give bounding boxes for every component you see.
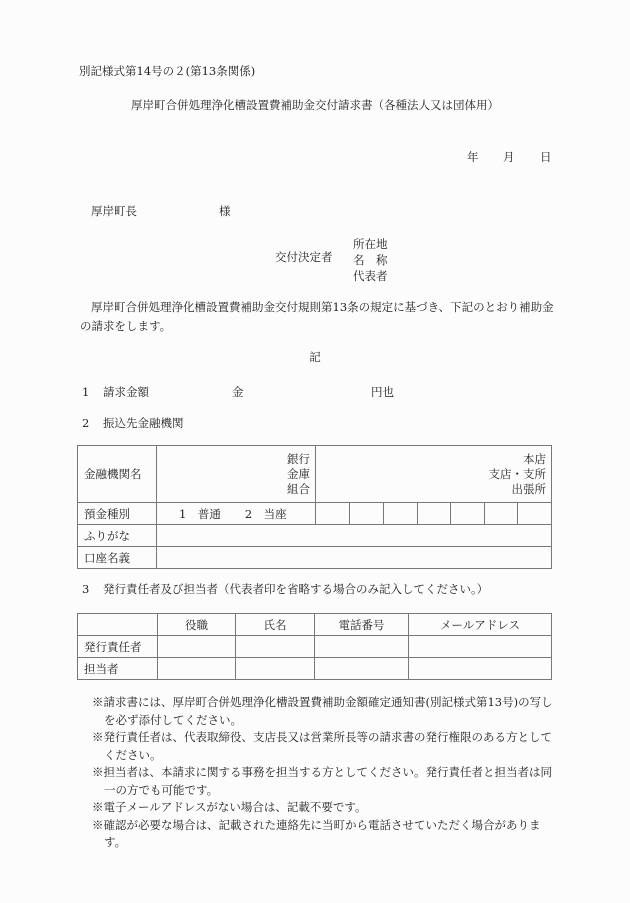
branch-type-head: 本店: [523, 451, 547, 466]
date-day-label: 日: [540, 150, 552, 164]
note-item: ※請求書には、厚岸町合併処理浄化槽設置費補助金額確定通知書(別記様式第13号)の写しを必ず添付してください。: [92, 695, 553, 727]
institution-name-label: 金融機関名: [78, 446, 157, 503]
branch-type-branch: 支店・支所: [488, 466, 547, 481]
date-month-label: 月: [503, 150, 515, 164]
account-number-digit-4[interactable]: [418, 503, 451, 525]
contact-email-field[interactable]: [409, 658, 552, 680]
institution-type-shinkin: 金庫: [287, 466, 310, 481]
account-type-options[interactable]: [157, 503, 316, 525]
account-type-row: [78, 503, 552, 525]
amount-prefix: 金: [232, 385, 244, 399]
notes-list: [92, 694, 562, 852]
form-number: 別記様式第14号の２(第13条関係): [79, 64, 256, 78]
branch-type-office: 出張所: [511, 481, 547, 496]
item3-label: 発行責任者及び担当者（代表者印を省略する場合のみ記入してください。）: [103, 582, 489, 596]
institution-name-field[interactable]: [157, 446, 316, 503]
contact-name-field[interactable]: [236, 658, 315, 680]
account-type-label: 預金種別: [78, 503, 157, 525]
resp-header-phone: 電話番号: [315, 614, 409, 636]
branch-name-field[interactable]: [316, 446, 552, 503]
resp-row-label: 発行責任者: [78, 636, 158, 658]
account-type-checking[interactable]: 2 当座: [244, 506, 287, 521]
resp-header-name: 氏名: [236, 614, 315, 636]
issuer-phone-field[interactable]: [315, 636, 409, 658]
furigana-row: [78, 525, 552, 547]
date-year-label: 年: [467, 150, 479, 164]
contact-phone-field[interactable]: [315, 658, 409, 680]
document-title: 厚岸町合併処理浄化槽設置費補助金交付請求書（各種法人又は団体用）: [131, 98, 499, 112]
bank-account-table: [77, 445, 552, 569]
item1-number: 1: [82, 385, 90, 399]
account-number-digit-3[interactable]: [384, 503, 418, 525]
institution-type-bank: 銀行: [287, 451, 310, 466]
resp-row-contact: [78, 658, 552, 680]
note-item: ※発行責任者は、代表取締役、支店長又は営業所長等の請求書の発行権限のある方としてください。: [92, 730, 552, 762]
applicant-address-label: 所在地: [353, 237, 388, 251]
account-number-digit-5[interactable]: [451, 503, 485, 525]
account-holder-label: 口座名義: [78, 547, 157, 569]
resp-header-blank: [78, 614, 158, 636]
item3-number: 3: [82, 582, 90, 596]
addressee-name: 厚岸町長: [91, 204, 137, 218]
furigana-label: ふりがな: [78, 525, 157, 547]
contact-position-field[interactable]: [158, 658, 236, 680]
note-item: ※確認が必要な場合は、記載された連絡先に当町から電話させていただく場合があります。: [92, 817, 541, 849]
request-statement: 厚岸町合併処理浄化槽設置費補助金交付規則第13条の規定に基づき、下記のとおり補助金の請求をします。: [80, 300, 554, 333]
account-number-digit-6[interactable]: [485, 503, 518, 525]
item1-label: 請求金額: [103, 385, 149, 399]
ki-heading: 記: [309, 350, 321, 364]
account-number-digit-1[interactable]: [316, 503, 350, 525]
institution-row: [78, 446, 552, 503]
applicant-fields: [353, 236, 388, 284]
account-number-digit-7[interactable]: [518, 503, 552, 525]
amount-suffix: 円也: [371, 385, 394, 399]
resp-header-row: [78, 614, 552, 636]
account-type-ordinary[interactable]: 1 普通: [179, 506, 221, 521]
resp-row-issuer: [78, 636, 552, 658]
applicant-name-label: 名 称: [353, 253, 388, 267]
responsible-persons-table: [77, 613, 552, 680]
item2-number: 2: [82, 416, 90, 430]
institution-type-union: 組合: [287, 481, 310, 496]
resp-header-email: メールアドレス: [409, 614, 552, 636]
account-holder-row: [78, 547, 552, 569]
applicant-representative-label: 代表者: [353, 269, 388, 283]
applicant-label: 交付決定者: [275, 250, 333, 264]
issuer-name-field[interactable]: [236, 636, 315, 658]
item2-label: 振込先金融機関: [103, 416, 184, 430]
furigana-field[interactable]: [157, 525, 552, 547]
note-item: ※電子メールアドレスがない場合は、記載不要です。: [92, 800, 367, 814]
issuer-email-field[interactable]: [409, 636, 552, 658]
addressee-honorific: 様: [219, 204, 231, 218]
resp-row-label: 担当者: [78, 658, 158, 680]
account-number-digit-2[interactable]: [350, 503, 384, 525]
issuer-position-field[interactable]: [158, 636, 236, 658]
account-holder-field[interactable]: [157, 547, 552, 569]
note-item: ※担当者は、本請求に関する事務を担当する方としてください。発行責任者と担当者は同一の方でも可能です。: [92, 765, 552, 797]
resp-header-position: 役職: [158, 614, 236, 636]
